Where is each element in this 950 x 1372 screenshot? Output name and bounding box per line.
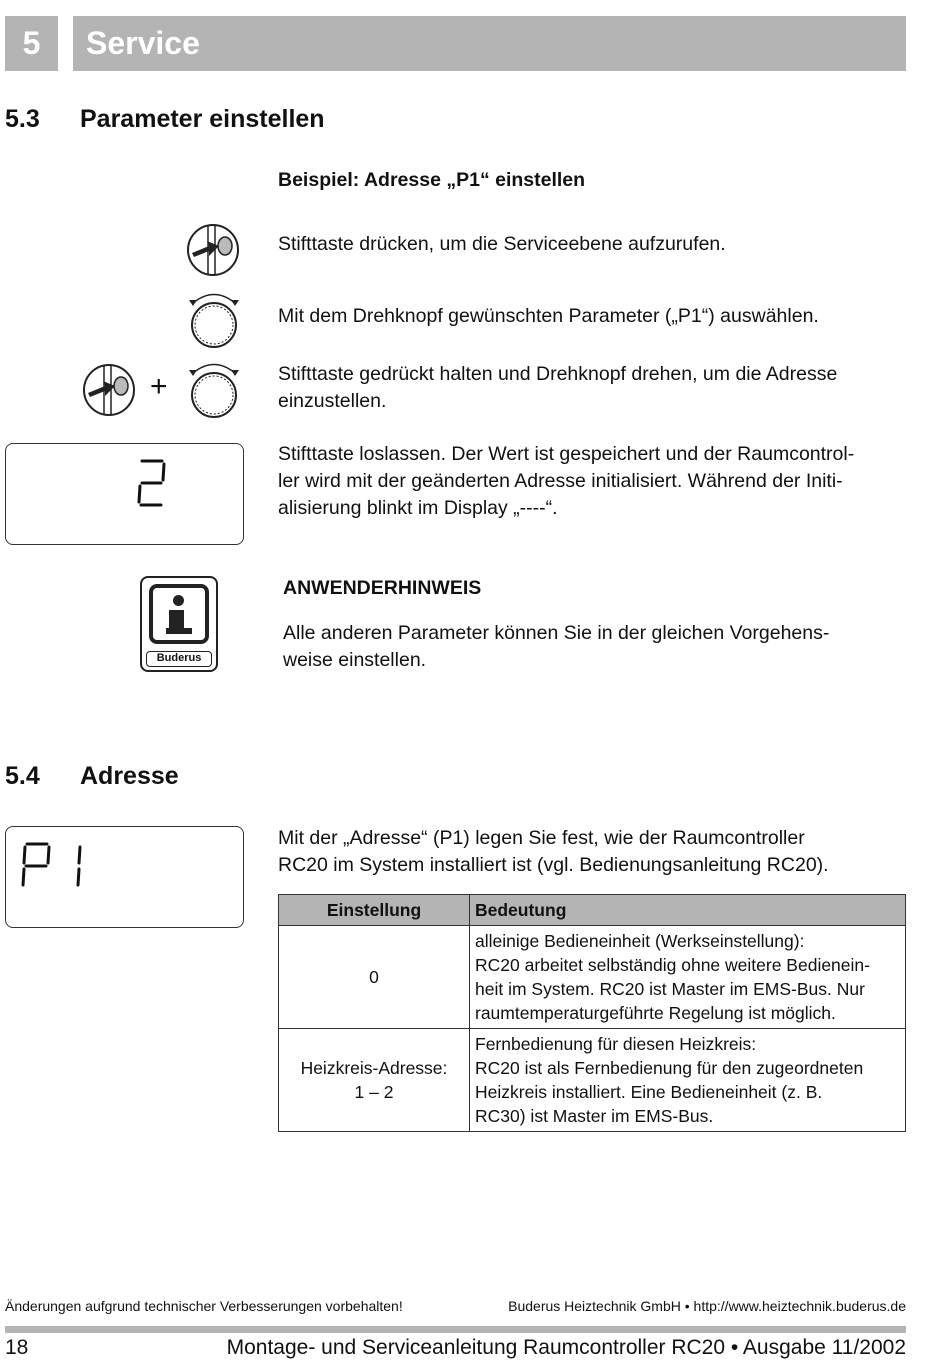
table-row [279,1029,906,1132]
meaning-line: Heizkreis installiert. Eine Bedieneinheit (z. B. [475,1082,823,1102]
table-cell-meaning [470,926,906,1029]
setting-value: 0 [369,967,379,987]
meaning-line: RC30) ist Master im EMS-Bus. [475,1106,714,1126]
lcd-display [5,826,244,928]
chapter-number: 5 [5,16,58,71]
step-3-line-1: Stifttaste gedrückt halten und Drehknopf drehen, um die Adresse [278,363,838,385]
footer-disclaimer: Änderungen aufgrund technischer Verbesserungen vorbehalten! [5,1298,403,1314]
table-cell-meaning [470,1029,906,1132]
section-54-number: 5.4 [5,762,40,790]
note-text [283,620,829,674]
step-2-text: Mit dem Drehknopf gewünschten Parameter („P1“) auswählen. [278,305,819,327]
column-header-setting: Einstellung [279,895,470,926]
step-3-line-2: einzustellen. [278,390,387,412]
plus-sign: + [150,370,168,403]
lcd-display [5,443,244,545]
lcd-digits [20,841,90,891]
section-53-title: Parameter einstellen [80,105,325,133]
step-4-line-2: ler wird mit der geänderten Adresse initialisiert. Während der Initi- [278,470,843,492]
meaning-line: Fernbedienung für diesen Heizkreis: [475,1034,757,1054]
step-4-line-3: alisierung blinkt im Display „----“. [278,497,558,519]
address-intro-line-2: RC20 im System installiert ist (vgl. Bedienungsanleitung RC20). [278,854,829,876]
footer-company: Buderus Heiztechnik GmbH • http://www.heiztechnik.buderus.de [508,1298,906,1314]
address-intro [278,825,829,879]
lcd-digit [134,458,170,508]
table-cell-setting [279,1029,470,1132]
rotary-knob-icon [183,288,245,350]
meaning-line: raumtemperaturgeführte Regelung ist möglich. [475,1003,836,1023]
rotary-knob-icon [183,358,245,420]
document-title: Montage- und Serviceanleitung Raumcontroller RC20 • Ausgabe 11/2002 [226,1336,906,1359]
meaning-line: RC20 arbeitet selbständig ohne weitere Bedienein- [475,955,870,975]
section-53-number: 5.3 [5,105,40,133]
example-heading: Beispiel: Adresse „P1“ einstellen [278,169,586,191]
brand-logo-text: Buderus [146,651,212,667]
chapter-title: Service [73,16,906,71]
note-line-2: weise einstellen. [283,649,427,671]
table-cell-setting [279,926,470,1029]
pin-button-icon [185,222,241,278]
step-4-text [278,441,918,522]
page-number: 18 [5,1336,29,1359]
info-logo [140,576,218,672]
table-row [279,926,906,1029]
info-icon [149,584,209,644]
address-intro-line-1: Mit der „Adresse“ (P1) legen Sie fest, wie der Raumcontroller [278,827,805,849]
column-header-meaning: Bedeutung [470,895,906,926]
footer-divider [5,1326,906,1333]
address-table [278,894,906,1132]
table-header-row [279,895,906,926]
step-3-text [278,361,837,415]
setting-value: 1 – 2 [354,1082,394,1102]
meaning-line: alleinige Bedieneinheit (Werkseinstellung): [475,931,805,951]
meaning-line: RC20 ist als Fernbedienung für den zugeordneten [475,1058,864,1078]
setting-value: Heizkreis-Adresse: [300,1058,448,1078]
section-54-title: Adresse [80,762,179,790]
note-line-1: Alle anderen Parameter können Sie in der gleichen Vorgehens- [283,622,830,644]
pin-button-icon [81,362,137,418]
step-4-line-1: Stifttaste loslassen. Der Wert ist gespeichert und der Raumcontrol- [278,443,855,465]
meaning-line: heit im System. RC20 ist Master im EMS-Bus. Nur [475,979,865,999]
note-heading: ANWENDERHINWEIS [283,577,482,599]
step-1-text: Stifttaste drücken, um die Serviceebene aufzurufen. [278,233,726,255]
